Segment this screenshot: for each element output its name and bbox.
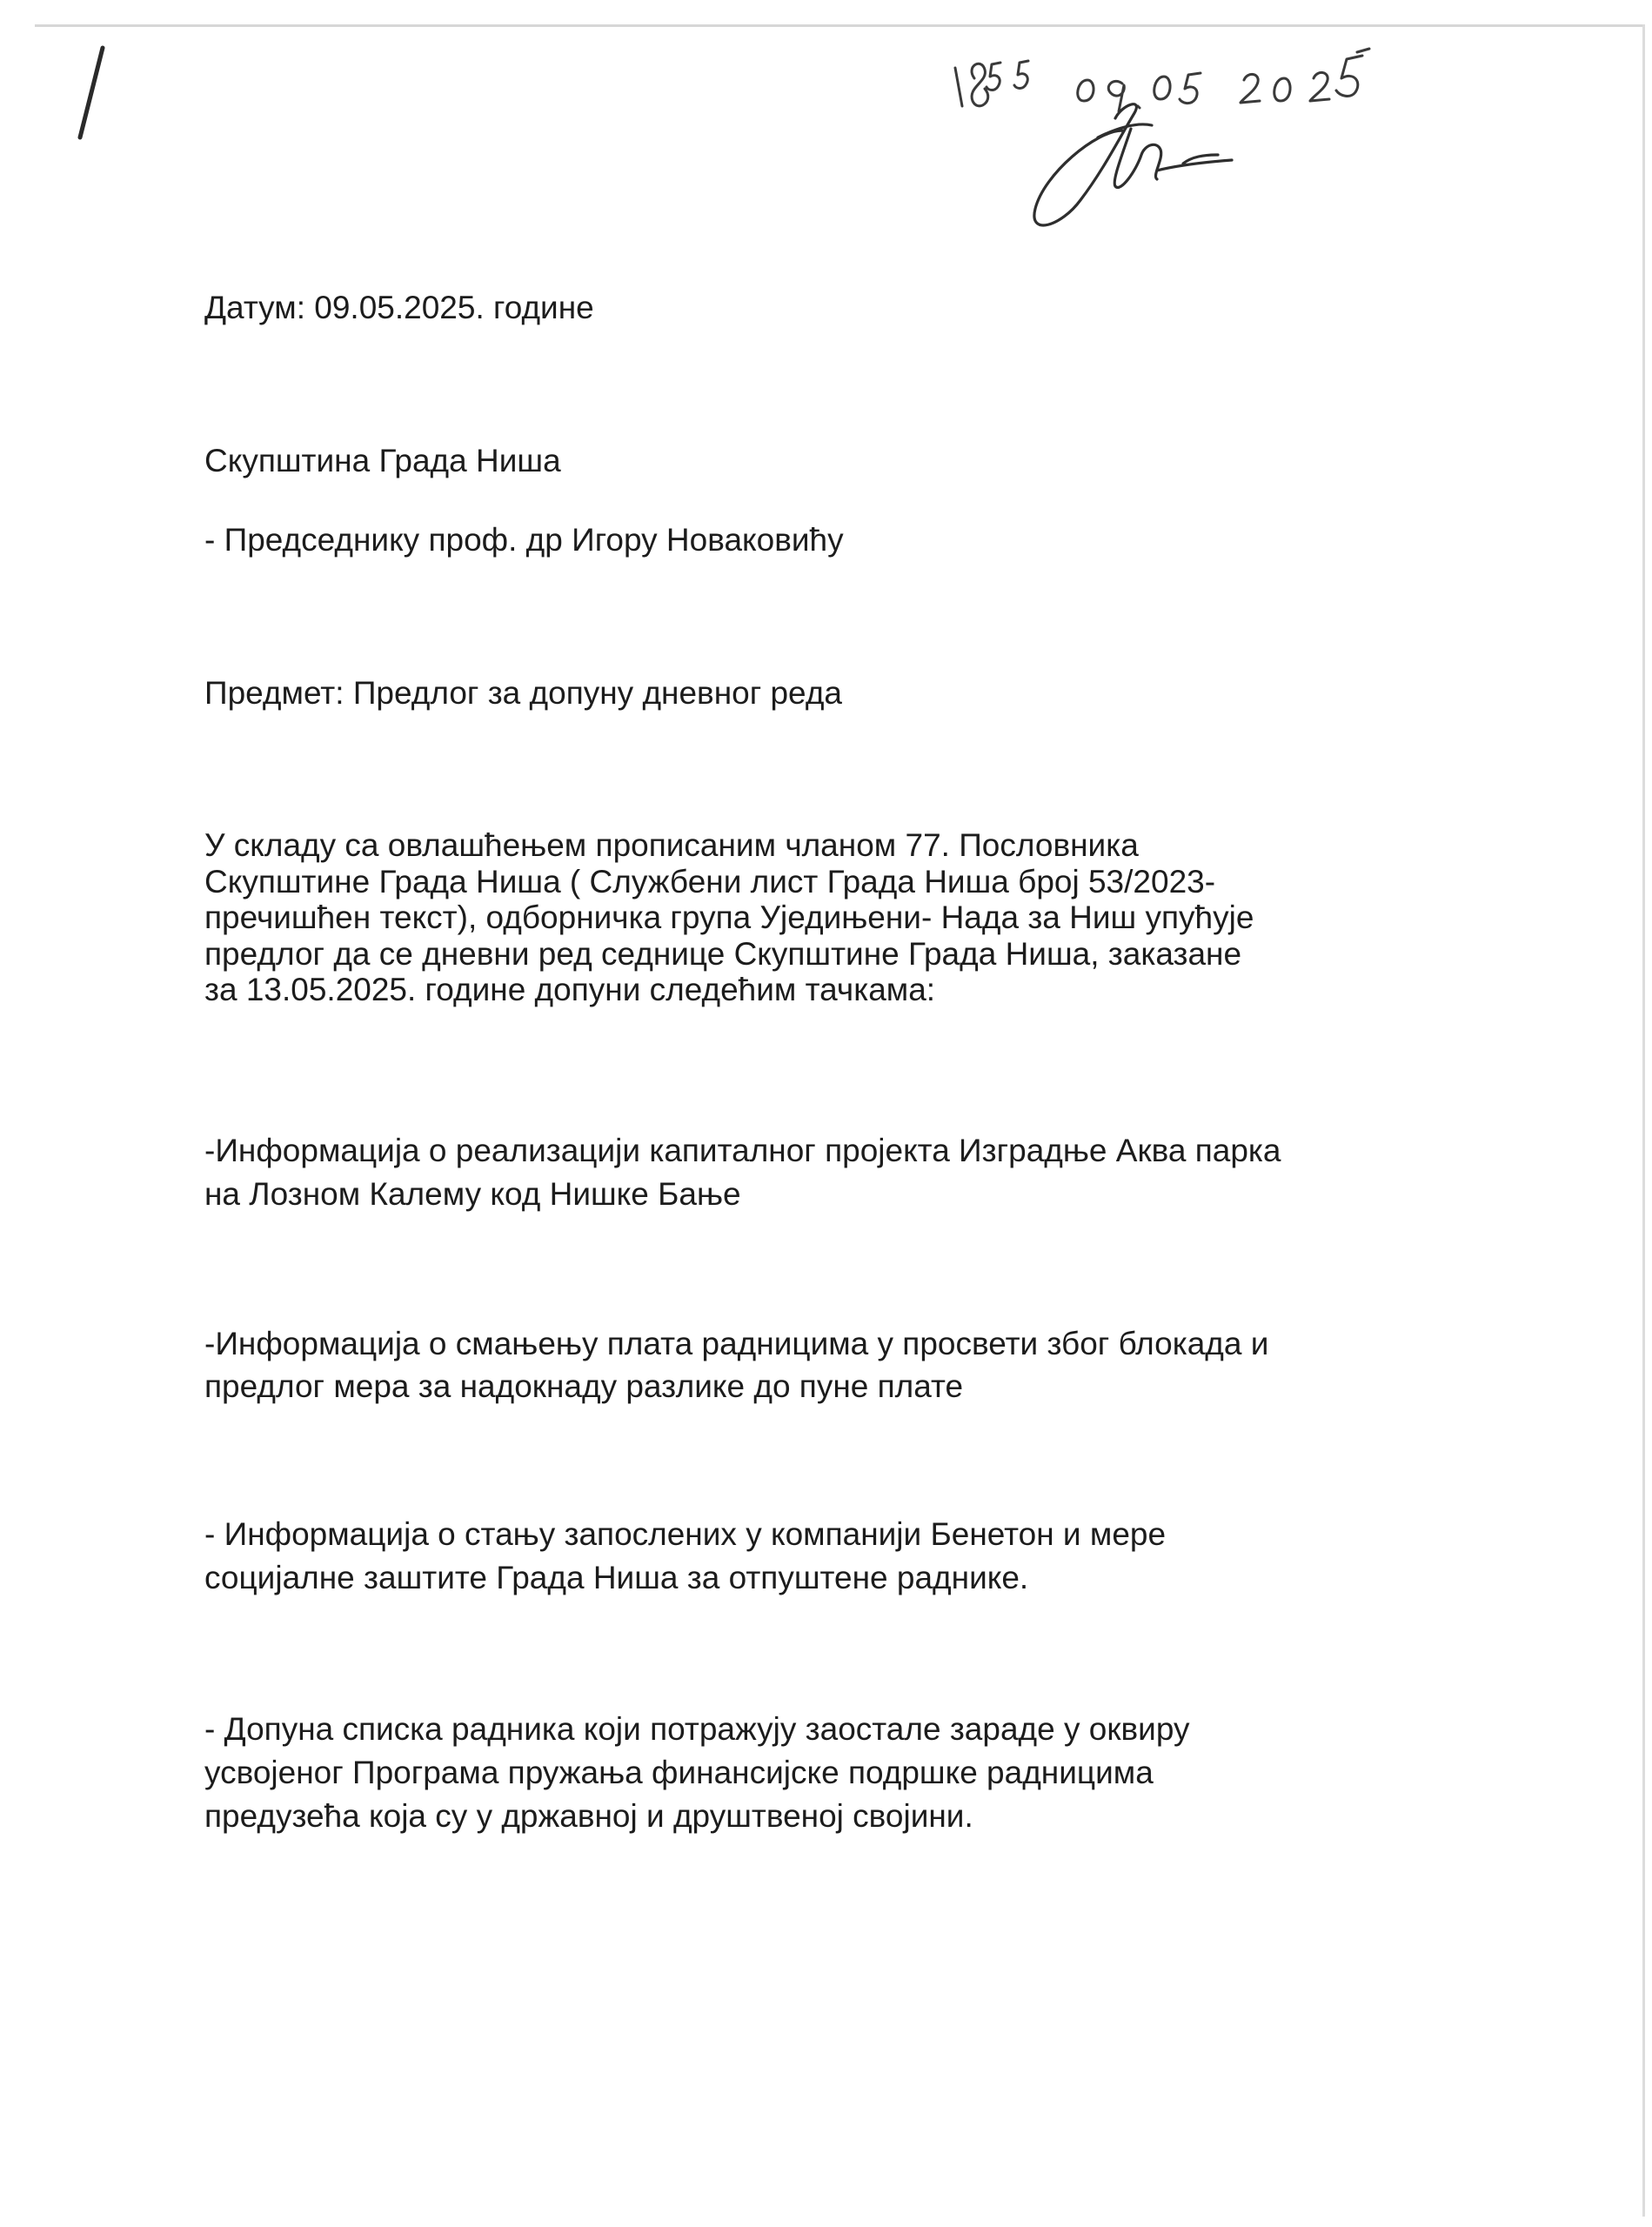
addressee-line: - Председнику проф. др Игору Новаковићу [204,522,844,558]
date-line: Датум: 09.05.2025. године [204,290,594,325]
body-line: Скупштине Града Ниша ( Службени лист Града Ниша број 53/2023- [204,863,1216,899]
handwritten-receipt-note [955,49,1369,111]
agenda-item-line: -Информација о смањењу плата радницима у просвети због блокада и [204,1326,1269,1361]
corner-mark [80,48,103,137]
recipient-line: Скупштина Града Ниша [204,443,561,478]
agenda-item-line: - Информација о стању запослених у компанији Бенетон и мере [204,1516,1167,1552]
body-line: предлог да се дневни ред седнице Скупштине Града Ниша, заказане [204,935,1242,972]
body-line: У складу са овлашћењем прописаним чланом 77. Пословника [204,827,1139,863]
scan-edge-top [35,24,1644,27]
agenda-item-line: - Допуна списка радника који потражују заостале зараде у оквиру [204,1711,1190,1747]
handwritten-signature [1034,104,1232,225]
agenda-item-line: предузећа која су у државној и друштвеној својини. [204,1798,973,1834]
agenda-item-line: социјалне заштите Града Ниша за отпуштене раднике. [204,1560,1029,1595]
agenda-item-line: -Информација о реализацији капиталног пројекта Изградње Аква парка [204,1133,1281,1168]
agenda-item-line: усвојеног Програма пружања финансијске подршке радницима [204,1755,1154,1790]
agenda-item-line: на Лозном Калему код Нишке Бање [204,1176,741,1212]
body-line: за 13.05.2025. године допуни следећим тачкама: [204,972,936,1007]
body-line: пречишћен текст), одборничка група Уједињени- Нада за Ниш упућује [204,899,1254,935]
subject-line: Предмет: Предлог за допуну дневног реда [204,675,842,711]
scan-edge-right [1642,24,1645,2217]
agenda-item-line: предлог мера за надокнаду разлике до пуне плате [204,1368,964,1404]
handwritten-receipt-note-text [0,0,1,1]
